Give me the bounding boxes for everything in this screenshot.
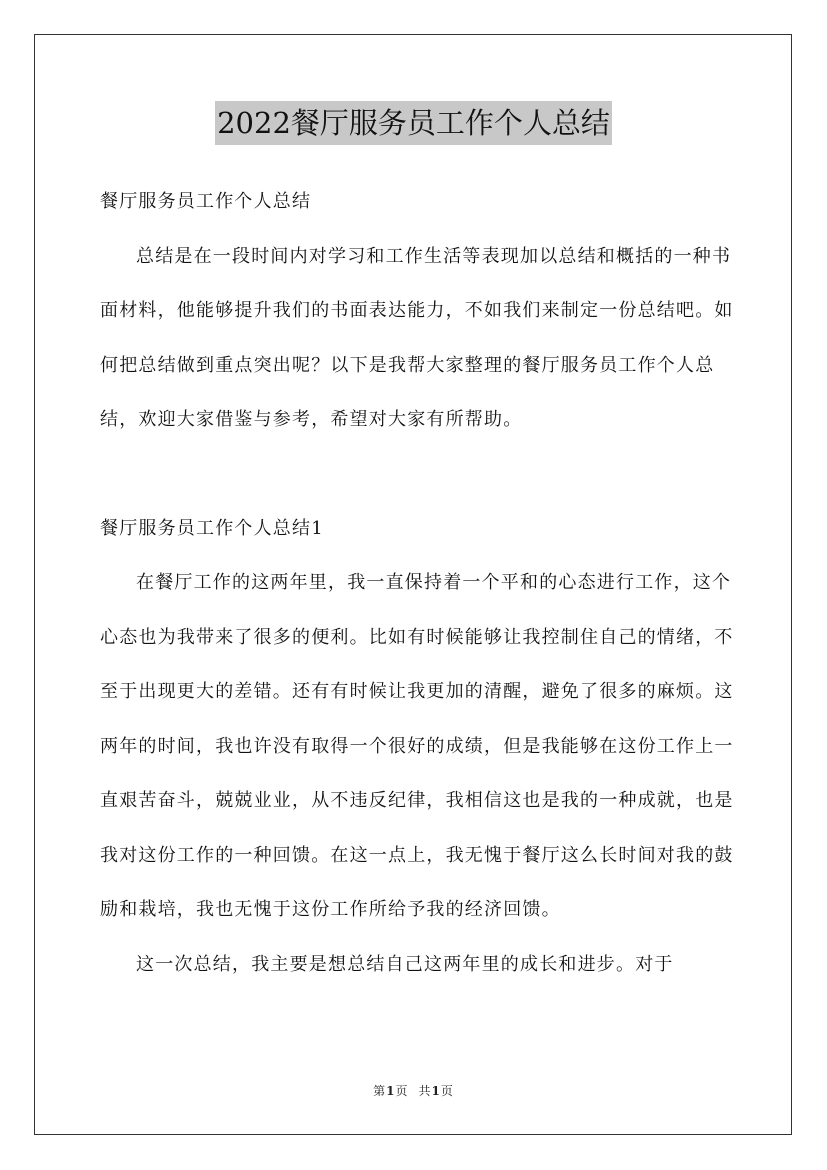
total-suffix: 页 [440, 1084, 454, 1098]
total-prefix: 共 [418, 1084, 432, 1098]
intro-paragraph: 总结是在一段时间内对学习和工作生活等表现加以总结和概括的一种书面材料，他能够提升我们的书面表达能力，不如我们来制定一份总结吧。如何把总结做到重点突出呢？以下是我帮大家整理的餐厅服务员工作个人总结，欢迎大家借鉴与参考，希望对大家有所帮助。 [100, 245, 734, 430]
document-body [100, 175, 740, 992]
page-prefix: 第 [373, 1084, 387, 1098]
section-heading-intro: 餐厅服务员工作个人总结 [100, 191, 312, 212]
section-heading-1: 餐厅服务员工作个人总结1 [100, 517, 324, 539]
page-total: 1 [431, 1084, 441, 1098]
title-container [0, 101, 827, 145]
body-paragraph-1: 在餐厅工作的这两年里，我一直保持着一个平和的心态进行工作，这个心态也为我带来了很多的便利。比如有时候能够让我控制住自己的情绪，不至于出现更大的差错。还有有时候让我更加的清醒，避免了很多的麻烦。这两年的时间，我也许没有取得一个很好的成绩，但是我能够在这份工作上一直艰苦奋斗，兢兢业业，从不违反纪律，我相信这也是我的一种成就，也是我对这份工作的一种回馈。在这一点上，我无愧于餐厅这么长时间对我的鼓励和栽培，我也无愧于这份工作所给予我的经济回馈。 [100, 572, 734, 920]
body-paragraph-2: 这一次总结，我主要是想总结自己这两年里的成长和进步。对于 [136, 953, 674, 975]
page-current: 1 [386, 1084, 396, 1098]
page-footer [0, 1082, 827, 1099]
document-title: 2022餐厅服务员工作个人总结 [215, 101, 612, 145]
page-suffix: 页 [395, 1084, 409, 1098]
